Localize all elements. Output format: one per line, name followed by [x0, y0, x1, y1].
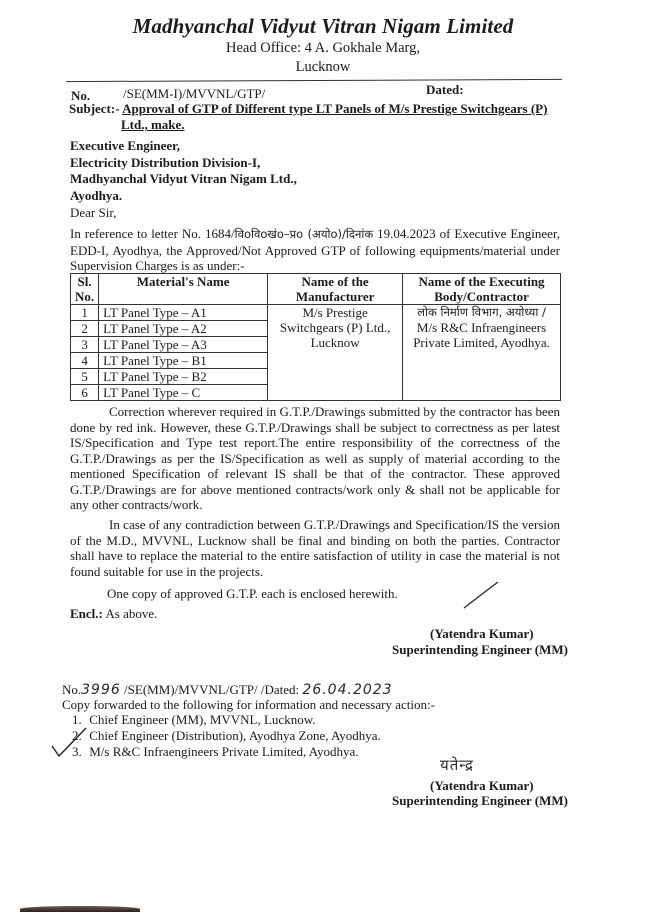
handwritten-signature: यतेन्द्र [440, 756, 474, 774]
copy-no-label: No. [62, 682, 82, 697]
enclosure-label: Encl.: [70, 606, 103, 621]
head-office-city: Lucknow [295, 59, 351, 75]
correction-paragraph: Correction wherever required in G.T.P./Drawings submitted by the contractor has been done by red ink. However, these G.T.P./Drawings shall be subject to correctness as per latest IS/Specification and Type test report.The entire responsibility of the correctness of the G.T.P./Drawings as per the IS/Specification as well as supply of material according to the mentioned Specification of relevant IS shall be that of the contractor. These approved G.T.P./Drawings are for above mentioned contracts/work only & shall not be applicable for any other contracts/work. [70, 404, 560, 512]
row-material: LT Panel Type – B2 [99, 369, 268, 385]
row-material: LT Panel Type – A3 [99, 337, 268, 353]
list-item: 1. Chief Engineer (MM), MVVNL, Lucknow. [72, 712, 316, 727]
copy-ref-text: /SE(MM)/MVVNL/GTP/ /Dated: [120, 682, 303, 697]
signatory-designation: Superintending Engineer (MM) [392, 642, 568, 657]
executing-body-hindi: लोक निर्माण विभाग, अयोध्या / [417, 305, 546, 319]
executing-body-name: M/s R&C Infraengineers Private Limited, Ayodhya. [413, 320, 550, 350]
contradiction-paragraph: In case of any contradiction between G.T.P./Drawings and Specification/IS the version of the M.D., MVVNL, Lucknow shall be final and binding on both the parties. Contractor shall have to replace the material to the entire satisfaction of utility in case the material is not found suitable for use in the projects. [70, 517, 560, 579]
header-manufacturer: Name of the Manufacturer [268, 274, 403, 305]
manufacturer-cell: M/s Prestige Switchgears (P) Ltd., Lucknow [268, 305, 403, 401]
signatory-name-copy: (Yatendra Kumar) [430, 778, 534, 793]
enclosure-paragraph: One copy of approved G.T.P. each is enclosed herewith. [107, 586, 398, 601]
intro-hindi-reference: विoविoखंo–प्रo (अयोo)/दिनांक [234, 227, 374, 241]
list-item: 2. Chief Engineer (Distribution), Ayodhya Zone, Ayodhya. [72, 728, 381, 743]
row-material: LT Panel Type – A1 [99, 305, 268, 321]
copy-reference [62, 682, 393, 698]
intro-part1: In reference to letter No. 1684/ [70, 226, 235, 241]
list-item: 3. M/s R&C Infraengineers Private Limited, Ayodhya. [72, 744, 359, 759]
executing-body-cell [403, 305, 561, 401]
handwritten-dispatch-no: 3996 [81, 682, 121, 698]
copy-recipient-list [72, 712, 381, 760]
head-office-address: Head Office: 4 A. Gokhale Marg, [226, 40, 420, 56]
signature-stroke-icon [462, 580, 502, 610]
header-sl-no: Sl. No. [71, 274, 99, 305]
scan-edge-shadow [20, 906, 140, 912]
dated-label: Dated: [426, 82, 464, 97]
materials-table [70, 273, 561, 401]
row-sl: 2 [71, 321, 99, 337]
subject-text-line2: Ltd., make. [121, 117, 185, 132]
checkmark-icon [50, 726, 90, 760]
row-sl: 6 [71, 385, 99, 401]
addressee-line: Electricity Distribution Division-I, [70, 154, 261, 170]
addressee-block [70, 138, 297, 204]
row-material: LT Panel Type – B1 [99, 353, 268, 369]
enclosure-note [70, 606, 157, 622]
row-sl: 4 [71, 353, 99, 369]
intro-paragraph [70, 226, 560, 274]
subject-line [69, 101, 589, 133]
enclosure-value: As above. [102, 606, 158, 621]
signatory-name: (Yatendra Kumar) [430, 626, 534, 641]
signatory-designation-copy: Superintending Engineer (MM) [392, 793, 568, 808]
row-sl: 1 [71, 305, 99, 321]
row-sl: 3 [71, 337, 99, 353]
reference-no-value: /SE(MM-I)/MVVNL/GTP/ [123, 86, 266, 101]
subject-text-line1: Approval of GTP of Different type LT Panels of M/s Prestige Switchgears (P) [122, 101, 548, 116]
intro-part2: 19.04.2023 of Executive Engineer, EDD-I, Ayodhya, the Approved/Not Approved GTP of following equipments/material under Supervision Charges is as under:- [70, 226, 560, 273]
table-header-row [71, 274, 561, 305]
header-executing-body: Name of the Executing Body/Contractor [403, 274, 561, 305]
header-material-name: Material's Name [99, 274, 268, 305]
reference-no-label: No. [71, 88, 91, 103]
organization-title: Madhyanchal Vidyut Vitran Nigam Limited [132, 14, 514, 38]
subject-label: Subject:- [69, 101, 120, 116]
copy-forward-line: Copy forwarded to the following for information and necessary action:- [62, 697, 435, 712]
addressee-line: Madhyanchal Vidyut Vitran Nigam Ltd., [70, 171, 297, 186]
salutation: Dear Sir, [70, 205, 117, 220]
table-row [71, 305, 561, 321]
row-sl: 5 [71, 369, 99, 385]
row-material: LT Panel Type – A2 [99, 321, 268, 337]
addressee-line: Ayodhya. [70, 187, 123, 203]
letterhead-divider [66, 79, 562, 82]
addressee-line: Executive Engineer, [70, 138, 181, 153]
row-material: LT Panel Type – C [99, 385, 268, 401]
handwritten-date: 26.04.2023 [302, 682, 393, 698]
